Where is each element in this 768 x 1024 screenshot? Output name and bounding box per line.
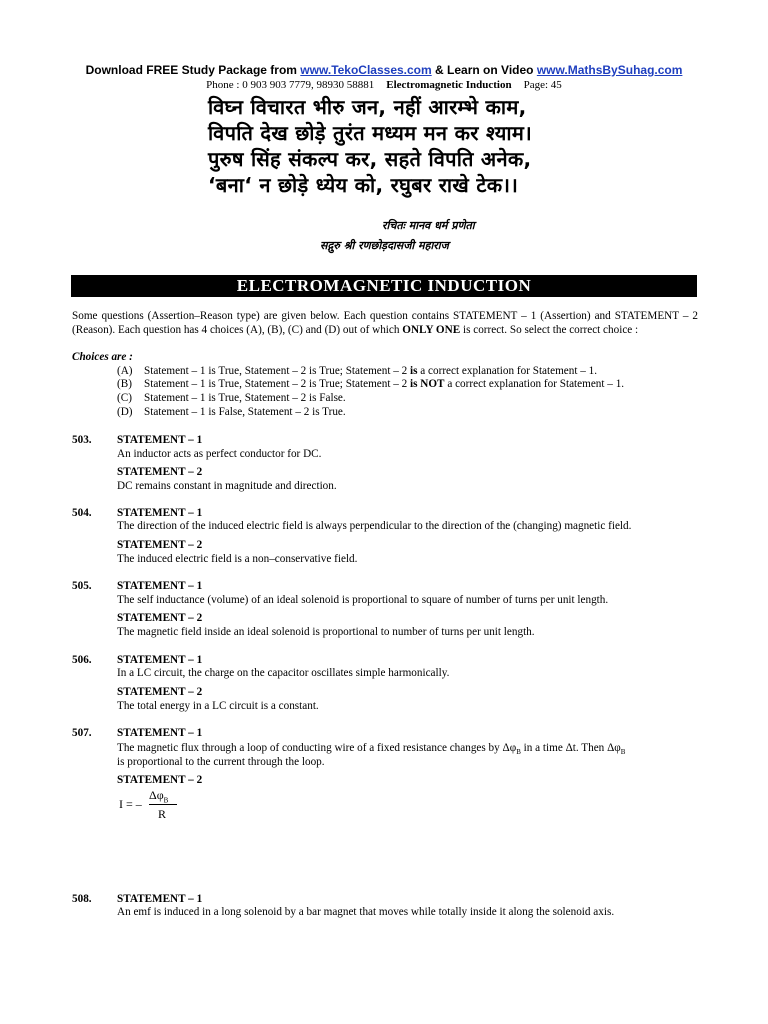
subscript: B bbox=[620, 748, 626, 757]
statement-text: The magnetic flux through a loop of conducting wire of a fixed resistance changes by Δφ bbox=[117, 742, 517, 754]
question-number: 503. bbox=[72, 434, 92, 446]
choice-text: a correct explanation for Statement – 1. bbox=[444, 378, 625, 390]
statement-2-label: STATEMENT – 2 bbox=[117, 466, 203, 478]
formula-lhs: I = – bbox=[119, 797, 142, 811]
subscript: B bbox=[163, 796, 169, 805]
statement-1-label: STATEMENT – 1 bbox=[117, 580, 203, 592]
statement-text: in a time Δt. Then Δφ bbox=[520, 742, 621, 754]
choice-label: (A) bbox=[117, 365, 133, 377]
statement-1-text: The direction of the induced electric field is always perpendicular to the direction of the (changing) magnetic field. bbox=[117, 520, 632, 532]
statement-2-text: The magnetic field inside an ideal solenoid is proportional to number of turns per unit length. bbox=[117, 626, 535, 638]
choice-text: Statement – 1 is True, Statement – 2 is True; Statement – 2 bbox=[144, 378, 411, 390]
choice-item bbox=[117, 378, 624, 392]
statement-1-text-cont: is proportional to the current through the loop. bbox=[117, 756, 325, 768]
page-number: Page: 45 bbox=[523, 79, 562, 91]
verse-line: ‘बना‘ न छोड़े ध्येय को, रघुबर राखे टेक।। bbox=[208, 173, 519, 197]
statement-1-label: STATEMENT – 1 bbox=[117, 507, 203, 519]
numerator-text: Δφ bbox=[149, 788, 164, 802]
choice-text: Statement – 1 is False, Statement – 2 is True. bbox=[144, 406, 346, 418]
fraction-bar bbox=[149, 804, 177, 805]
chapter-title: ELECTROMAGNETIC INDUCTION bbox=[71, 275, 697, 297]
choices-label: Choices are : bbox=[72, 351, 133, 363]
instructions-paragraph bbox=[72, 310, 698, 337]
verse-line: पुरुष सिंह संकल्प कर, सहते विपति अनेक, bbox=[208, 147, 532, 171]
instructions-emphasis: ONLY ONE bbox=[402, 323, 461, 336]
choice-item bbox=[117, 365, 597, 379]
question-number: 505. bbox=[72, 580, 92, 592]
verse-attribution-1: रचितः मानव धर्म प्रणेता bbox=[382, 219, 475, 232]
choice-text: Statement – 1 is True, Statement – 2 is False. bbox=[144, 392, 346, 404]
hindi-verse bbox=[208, 94, 628, 198]
banner-middle: & Learn on Video bbox=[431, 63, 537, 77]
statement-1-text: An inductor acts as perfect conductor for DC. bbox=[117, 448, 322, 460]
statement-2-label: STATEMENT – 2 bbox=[117, 539, 203, 551]
instructions-text: Some questions (Assertion–Reason type) are given below. Each question contains STATEMENT – 1 (Assertion) and STATEMENT – 2 (Reason). Each question has 4 choices (A), (B), (C) and (D) out of which bbox=[72, 310, 698, 336]
choice-text: a correct explanation for Statement – 1. bbox=[417, 365, 598, 377]
choice-label: (D) bbox=[117, 406, 133, 418]
statement-1-label: STATEMENT – 1 bbox=[117, 434, 203, 446]
statement-1-text: The self inductance (volume) of an ideal solenoid is proportional to square of number of turns per unit length. bbox=[117, 594, 609, 606]
topic-text: Electromagnetic Induction bbox=[386, 79, 512, 91]
verse-attribution-2: सद्गुरु श्री रणछोड़दासजी महाराज bbox=[320, 239, 449, 252]
choice-emphasis: is bbox=[410, 365, 418, 377]
banner-prefix: Download FREE Study Package from bbox=[85, 63, 301, 77]
statement-2-text: The total energy in a LC circuit is a constant. bbox=[117, 700, 319, 712]
choice-item bbox=[117, 392, 346, 406]
question-number: 504. bbox=[72, 507, 92, 519]
choice-item bbox=[117, 406, 346, 420]
statement-2-label: STATEMENT – 2 bbox=[117, 774, 203, 786]
question-number: 506. bbox=[72, 654, 92, 666]
choice-text: Statement – 1 is True, Statement – 2 is True; Statement – 2 bbox=[144, 365, 411, 377]
formula-denominator: R bbox=[158, 807, 167, 821]
statement-2-text: The induced electric field is a non–conservative field. bbox=[117, 553, 358, 565]
statement-2-text: DC remains constant in magnitude and direction. bbox=[117, 480, 337, 492]
verse-line: विघ्न विचारत भीरु जन, नहीं आरम्भे काम, bbox=[208, 95, 527, 119]
choice-label: (B) bbox=[117, 378, 132, 390]
subscript: B bbox=[516, 748, 521, 757]
statement-2-label: STATEMENT – 2 bbox=[117, 686, 203, 698]
formula-numerator bbox=[149, 788, 168, 804]
question-number: 508. bbox=[72, 893, 92, 905]
choice-emphasis: is NOT bbox=[410, 378, 445, 390]
statement-1-label: STATEMENT – 1 bbox=[117, 654, 203, 666]
mathsbysuhag-link[interactable]: www.MathsBySuhag.com bbox=[536, 63, 683, 77]
verse-line: विपति देख छोड़े तुरंत मध्यम मन कर श्याम। bbox=[208, 121, 532, 145]
statement-2-label: STATEMENT – 2 bbox=[117, 612, 203, 624]
contact-line bbox=[0, 79, 768, 92]
instructions-text: is correct. So select the correct choice : bbox=[460, 323, 639, 336]
choice-label: (C) bbox=[117, 392, 132, 404]
statement-1-label: STATEMENT – 1 bbox=[117, 727, 203, 739]
download-banner bbox=[0, 63, 768, 78]
phone-text: Phone : 0 903 903 7779, 98930 58881 bbox=[206, 79, 375, 91]
statement-1-label: STATEMENT – 1 bbox=[117, 893, 203, 905]
statement-1-text: An emf is induced in a long solenoid by a bar magnet that moves while totally inside it along the solenoid axis. bbox=[117, 906, 615, 918]
tekoclasses-link[interactable]: www.TekoClasses.com bbox=[300, 63, 432, 77]
question-number: 507. bbox=[72, 727, 92, 739]
statement-1-text: In a LC circuit, the charge on the capacitor oscillates simple harmonically. bbox=[117, 667, 450, 679]
